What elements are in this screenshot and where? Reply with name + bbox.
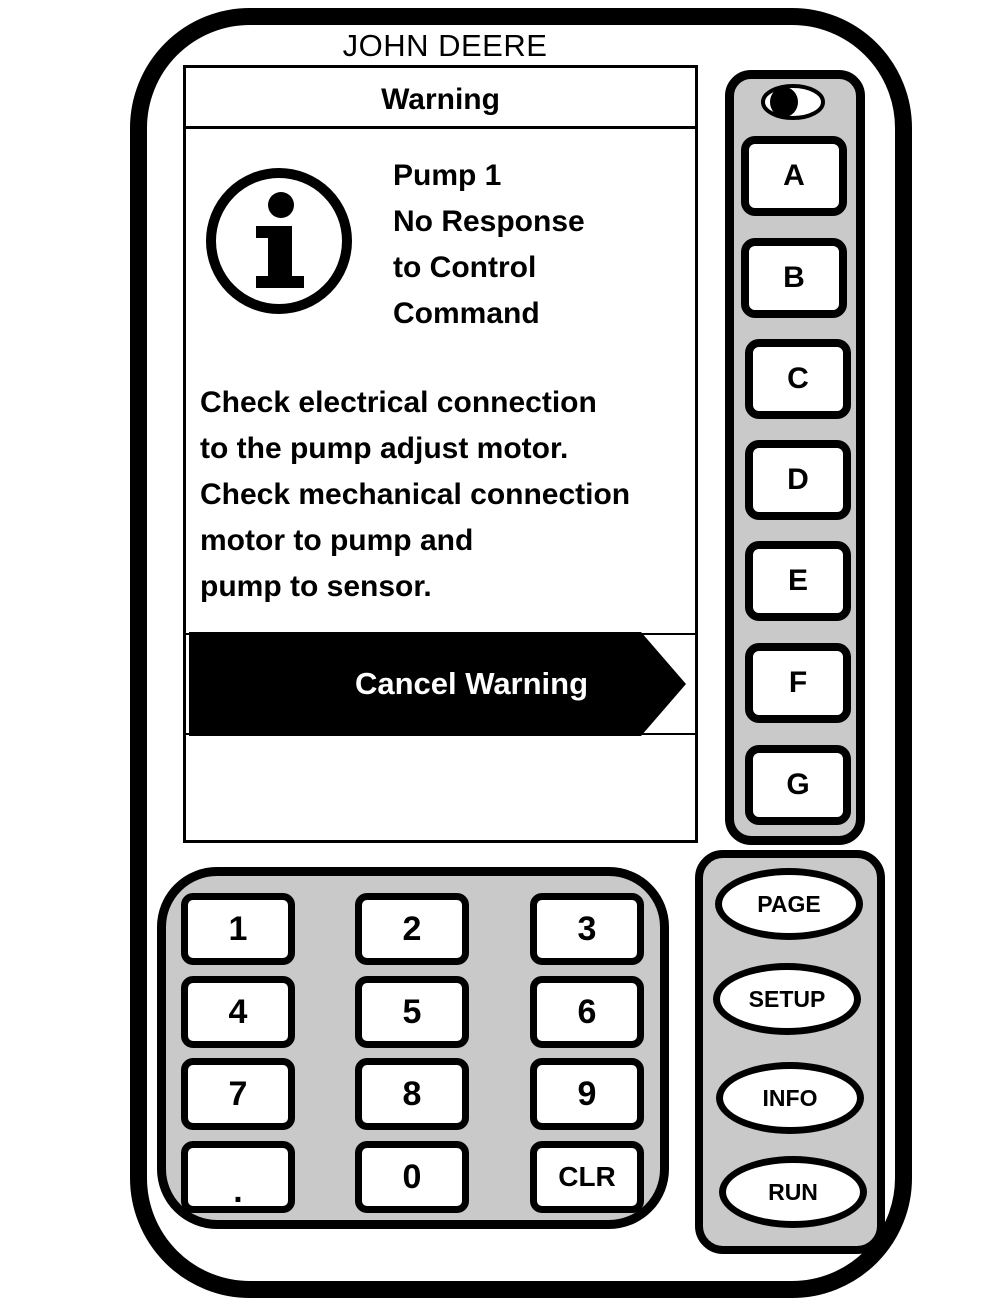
message-body-line: motor to pump and bbox=[200, 524, 474, 557]
key-0[interactable]: 0 bbox=[355, 1141, 469, 1213]
key-7[interactable]: 7 bbox=[181, 1058, 295, 1130]
soft-key-e[interactable]: E bbox=[745, 541, 851, 621]
info-icon bbox=[204, 166, 354, 316]
message-title-line: Command bbox=[393, 297, 540, 330]
message-body-line: Check mechanical connection bbox=[200, 478, 631, 511]
status-indicator-icon bbox=[760, 83, 826, 121]
display-screen bbox=[183, 65, 698, 843]
key-2[interactable]: 2 bbox=[355, 893, 469, 965]
soft-key-g[interactable]: G bbox=[745, 745, 851, 825]
info-button[interactable]: INFO bbox=[716, 1062, 864, 1134]
soft-key-b[interactable]: B bbox=[741, 238, 847, 318]
message-title-line: Pump 1 bbox=[393, 159, 502, 192]
key-clear[interactable]: CLR bbox=[530, 1141, 644, 1213]
key-5[interactable]: 5 bbox=[355, 976, 469, 1048]
cancel-warning-button[interactable] bbox=[189, 632, 686, 736]
message-body-line: pump to sensor. bbox=[200, 570, 432, 603]
key-8[interactable]: 8 bbox=[355, 1058, 469, 1130]
message-body-line: to the pump adjust motor. bbox=[200, 432, 569, 465]
warning-message-body bbox=[200, 380, 630, 610]
soft-key-a[interactable]: A bbox=[741, 136, 847, 216]
key-3[interactable]: 3 bbox=[530, 893, 644, 965]
soft-key-c[interactable]: C bbox=[745, 339, 851, 419]
soft-key-f[interactable]: F bbox=[745, 643, 851, 723]
message-body-line: Check electrical connection bbox=[200, 386, 597, 419]
key-1[interactable]: 1 bbox=[181, 893, 295, 965]
run-button[interactable]: RUN bbox=[719, 1156, 867, 1228]
cancel-row bbox=[186, 633, 695, 735]
screen-title: Warning bbox=[186, 68, 695, 129]
key-4[interactable]: 4 bbox=[181, 976, 295, 1048]
warning-message-title bbox=[393, 153, 585, 337]
soft-key-d[interactable]: D bbox=[745, 440, 851, 520]
brand-logo-text: JOHN DEERE bbox=[342, 28, 548, 63]
message-title-line: No Response bbox=[393, 205, 585, 238]
message-title-line: to Control bbox=[393, 251, 537, 284]
key-9[interactable]: 9 bbox=[530, 1058, 644, 1130]
page-button[interactable]: PAGE bbox=[715, 868, 863, 940]
key-decimal[interactable]: . bbox=[181, 1141, 295, 1213]
cancel-warning-label: Cancel Warning bbox=[354, 666, 589, 701]
key-6[interactable]: 6 bbox=[530, 976, 644, 1048]
setup-button[interactable]: SETUP bbox=[713, 963, 861, 1035]
